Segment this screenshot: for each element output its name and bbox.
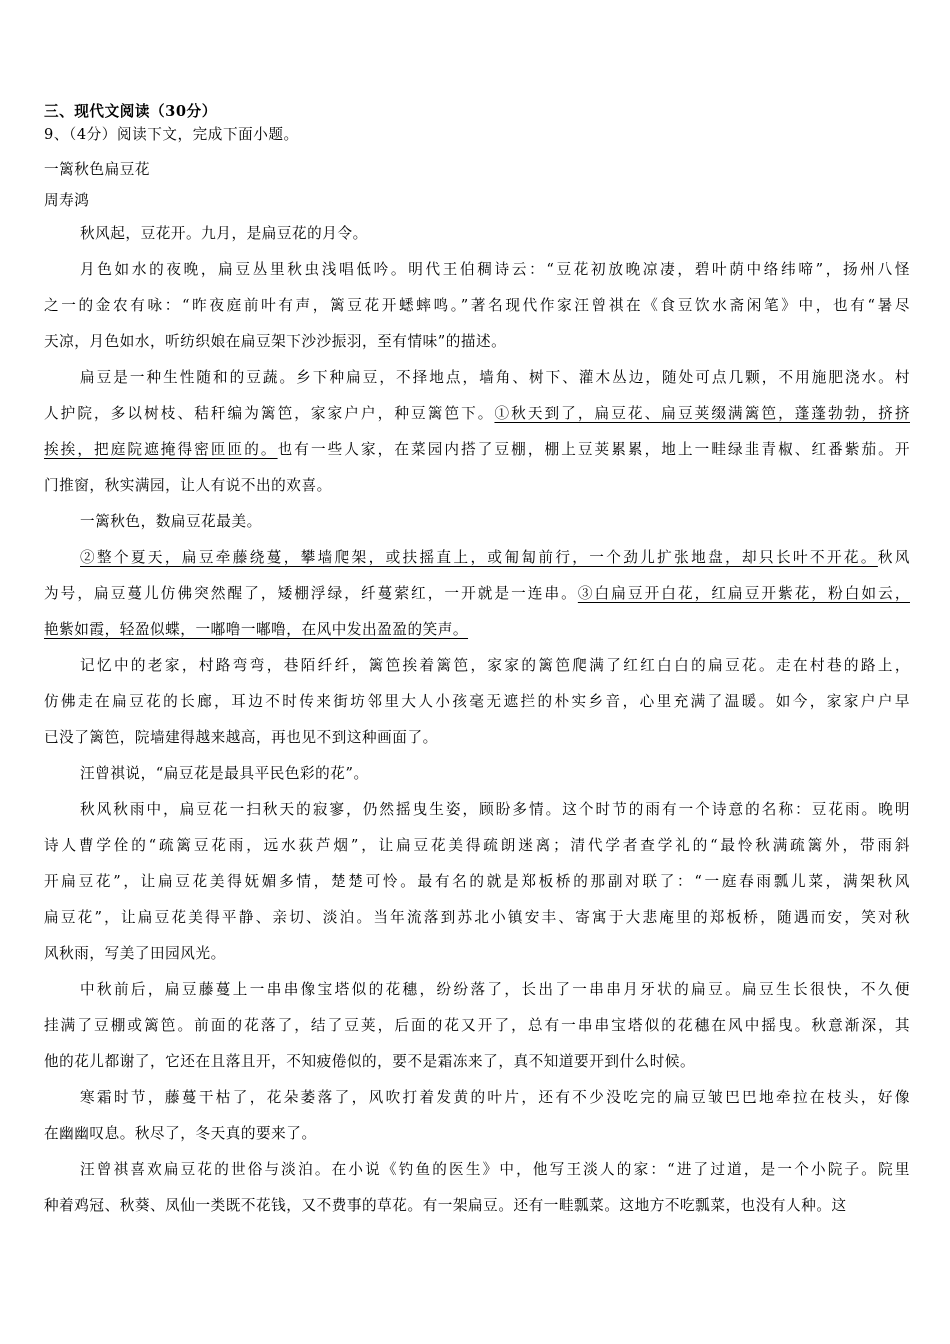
underlined-sentence: ②整个夏天，扁豆牵藤绕蔓，攀墙爬架，或扶摇直上，或匍匐前行，一个劲儿扩张地盘，却只长叶不开花。 bbox=[80, 549, 878, 566]
text-line bbox=[44, 216, 910, 252]
text-line bbox=[44, 1080, 910, 1116]
text-segment: 为号，扁豆蔓儿仿佛突然醒了，矮棚浮绿，纤蔓萦红，一开就是一连串。 bbox=[44, 585, 578, 602]
text-line bbox=[44, 936, 910, 972]
paragraph bbox=[44, 1152, 910, 1224]
text-line bbox=[44, 576, 910, 612]
question-prompt: 9、（4分）阅读下文，完成下面小题。 bbox=[44, 126, 299, 143]
article-body bbox=[44, 216, 910, 1224]
text-segment: 也有一些人家，在菜园内搭了豆棚，棚上豆荚累累，地上一畦绿韭青椒、红番紫茄。开 bbox=[277, 441, 911, 458]
text-segment: 挂满了豆棚或篱笆。前面的花落了，结了豆荚，后面的花又开了，总有一串串宝塔似的花穗在风中摇曳。秋意渐深，其 bbox=[44, 1017, 910, 1034]
text-segment: 他的花儿都谢了，它还在且落且开，不知疲倦似的，要不是霜冻来了，真不知道要开到什么时候。 bbox=[44, 1053, 696, 1070]
underlined-sentence: 挨挨，把庭院遮掩得密匝匝的。 bbox=[44, 441, 278, 458]
paragraph bbox=[44, 504, 910, 540]
text-segment: 记忆中的老家，村路弯弯，巷陌纤纤，篱笆挨着篱笆，家家的篱笆爬满了红红白白的扁豆花。走在村巷的路上， bbox=[80, 657, 910, 674]
paragraph bbox=[44, 1080, 910, 1152]
text-line bbox=[44, 756, 910, 792]
text-segment: 在幽幽叹息。秋尽了，冬天真的要来了。 bbox=[44, 1125, 317, 1142]
text-segment: 天凉，月色如水，听纺织娘在扁豆架下沙沙振羽，至有情味”的描述。 bbox=[44, 333, 507, 350]
text-segment: 秋风起，豆花开。九月，是扁豆花的月令。 bbox=[80, 225, 368, 242]
text-segment: 人护院，多以树枝、秸秆编为篱笆，家家户户，种豆篱笆下。 bbox=[44, 405, 495, 422]
text-segment: 开扁豆花”，让扁豆花美得妩媚多情，楚楚可怜。最有名的就是郑板桥的那副对联了：“一庭春雨瓢儿菜，满架秋风 bbox=[44, 873, 910, 890]
text-segment: 诗人曹学佺的“疏篱豆花雨，远水荻芦烟”，让扁豆花美得疏朗迷离；清代学者查学礼的“最怜秋满疏篱外，带雨斜 bbox=[44, 837, 910, 854]
paragraph bbox=[44, 756, 910, 792]
text-segment: 中秋前后，扁豆藤蔓上一串串像宝塔似的花穗，纷纷落了，长出了一串串月牙状的扁豆。扁豆生长很快，不久便 bbox=[80, 981, 910, 998]
text-line bbox=[44, 1116, 910, 1152]
text-line bbox=[44, 1152, 910, 1188]
text-line bbox=[44, 900, 910, 936]
text-segment: 月色如水的夜晚，扁豆丛里秋虫浅唱低吟。明代王伯稠诗云：“豆花初放晚凉凄，碧叶荫中络纬啼”，扬州八怪 bbox=[80, 261, 910, 278]
text-line bbox=[44, 432, 910, 468]
text-line bbox=[44, 504, 910, 540]
text-line bbox=[44, 396, 910, 432]
text-segment: 风秋雨，写美了田园风光。 bbox=[44, 945, 226, 962]
text-segment: 之一的金农有咏：“昨夜庭前叶有声，篱豆花开蟋蟀鸣。”著名现代作家汪曾祺在《食豆饮水斋闲笔》中，也有“暑尽 bbox=[44, 297, 910, 314]
text-line bbox=[44, 792, 910, 828]
text-segment: 寒霜时节，藤蔓干枯了，花朵萎落了，风吹打着发黄的叶片，还有不少没吃完的扁豆皱巴巴地牵拉在枝头，好像 bbox=[80, 1089, 910, 1106]
text-line bbox=[44, 720, 910, 756]
text-segment: 秋风 bbox=[877, 549, 910, 566]
paragraph bbox=[44, 792, 910, 972]
text-line bbox=[44, 288, 910, 324]
text-segment: 汪曾祺喜欢扁豆花的世俗与淡泊。在小说《钓鱼的医生》中，他写王淡人的家：“进了过道，是一个小院子。院里 bbox=[80, 1161, 910, 1178]
text-line bbox=[44, 684, 910, 720]
text-line bbox=[44, 1008, 910, 1044]
text-segment: 扁豆是一种生性随和的豆蔬。乡下种扁豆，不择地点，墙角、树下、灌木丛边，随处可点几颗，不用施肥浇水。村 bbox=[80, 369, 910, 386]
text-line bbox=[44, 972, 910, 1008]
text-segment: 已没了篱笆，院墙建得越来越高，再也见不到这种画面了。 bbox=[44, 729, 438, 746]
text-line bbox=[44, 540, 910, 576]
paragraph bbox=[44, 252, 910, 360]
text-segment: 门推窗，秋实满园，让人有说不出的欢喜。 bbox=[44, 477, 332, 494]
text-segment: 一篱秋色，数扁豆花最美。 bbox=[80, 513, 262, 530]
section-title: 三、现代文阅读（30分） bbox=[44, 103, 217, 120]
text-segment: 种着鸡冠、秋葵、凤仙一类既不花钱，又不费事的草花。有一架扁豆。还有一畦瓢菜。这地方不吃瓢菜，也没有人种。这 bbox=[44, 1197, 847, 1214]
text-line bbox=[44, 648, 910, 684]
text-line bbox=[44, 324, 910, 360]
paragraph bbox=[44, 216, 910, 252]
underlined-sentence: ③白扁豆开白花，红扁豆开紫花，粉白如云， bbox=[577, 585, 910, 602]
text-line bbox=[44, 864, 910, 900]
paragraph bbox=[44, 648, 910, 756]
paragraph bbox=[44, 360, 910, 504]
text-line bbox=[44, 612, 910, 648]
text-segment: 仿佛走在扁豆花的长廊，耳边不时传来街坊邻里大人小孩毫无遮拦的朴实乡音，心里充满了温暖。如今，家家户户早 bbox=[44, 693, 910, 710]
underlined-sentence: ①秋天到了，扁豆花、扁豆荚缀满篱笆，蓬蓬勃勃，挤挤 bbox=[494, 405, 910, 422]
article-title: 一篱秋色扁豆花 bbox=[44, 161, 151, 178]
paragraph bbox=[44, 540, 910, 648]
text-line bbox=[44, 468, 910, 504]
article-author: 周寿鸿 bbox=[44, 192, 90, 209]
text-segment: 扁豆花”，让扁豆花美得平静、亲切、淡泊。当年流落到苏北小镇安丰、寄寓于大悲庵里的郑板桥，随遇而安，笑对秋 bbox=[44, 909, 910, 926]
underlined-sentence: 艳紫如霞，轻盈似蝶，一嘟噜一嘟噜，在风中发出盈盈的笑声。 bbox=[44, 621, 469, 638]
text-line bbox=[44, 360, 910, 396]
text-line bbox=[44, 1044, 910, 1080]
text-line bbox=[44, 828, 910, 864]
paragraph bbox=[44, 972, 910, 1080]
text-line bbox=[44, 1188, 910, 1224]
text-line bbox=[44, 252, 910, 288]
text-segment: 秋风秋雨中，扁豆花一扫秋天的寂寥，仍然摇曳生姿，顾盼多情。这个时节的雨有一个诗意的名称：豆花雨。晚明 bbox=[80, 801, 910, 818]
text-segment: 汪曾祺说，“扁豆花是最具平民色彩的花”。 bbox=[80, 765, 369, 782]
exam-page bbox=[44, 101, 910, 1224]
